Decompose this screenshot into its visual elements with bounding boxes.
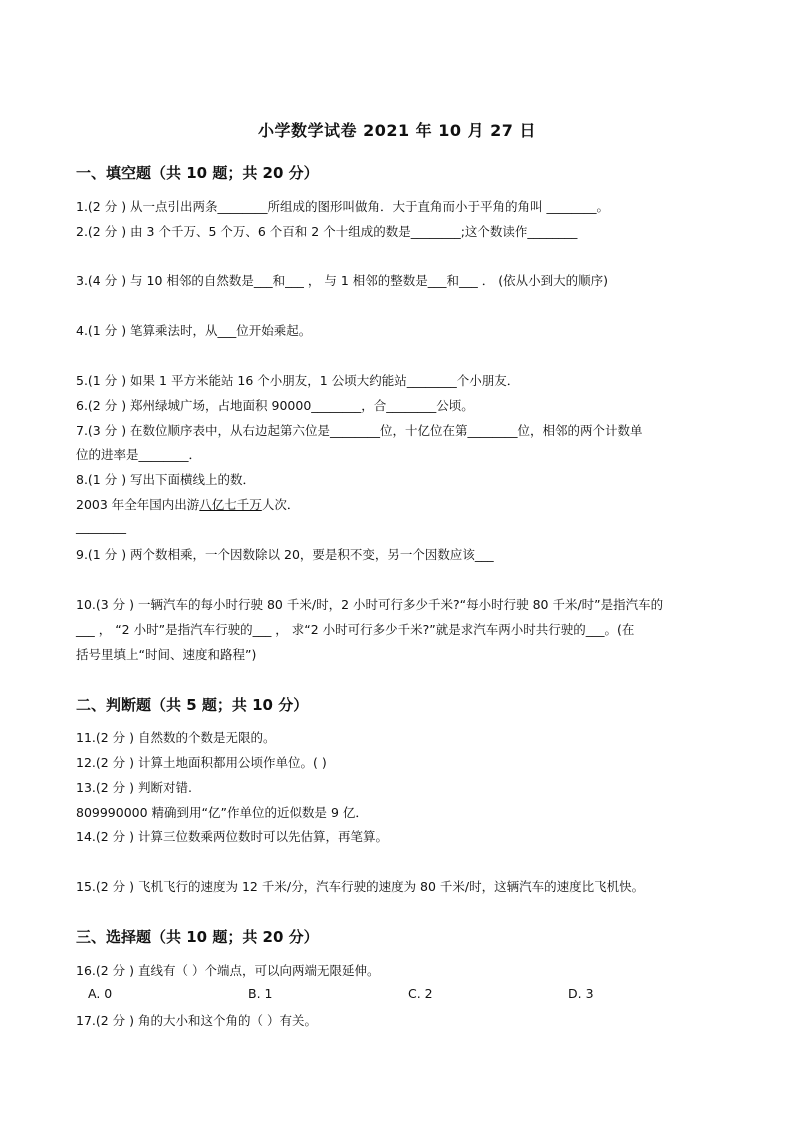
question-15: 15.(2 分 ) 飞机飞行的速度为 12 千米/分，汽车行驶的速度为 80 千米/时，这辆汽车的速度比飞机快。 [76,879,645,894]
question-4: 4.(1 分 ) 笔算乘法时，从___位开始乘起。 [76,323,312,338]
question-16: 16.(2 分 ) 直线有（ ）个端点，可以向两端无限延伸。 [76,963,380,978]
question-2: 2.(2 分 ) 由 3 个千万、5 个万、6 个百和 2 个十组成的数是________;这个数读作________ [76,224,578,239]
question-8-text-before: 2003 年全年国内出游 [76,497,200,512]
question-14: 14.(2 分 ) 计算三位数乘两位数时可以先估算，再笔算。 [76,829,389,844]
question-1: 1.(2 分 ) 从一点引出两条________所组成的图形叫做角．大于直角而小于平角的角叫 ________。 [76,199,610,214]
option-b: B. 1 [248,986,273,1001]
question-11: 11.(2 分 ) 自然数的个数是无限的。 [76,730,276,745]
section-heading-multiple-choice: 三、选择题（共 10 题；共 20 分） [76,928,319,946]
question-17: 17.(2 分 ) 角的大小和这个角的（ ）有关。 [76,1013,317,1028]
question-8-line-2 [76,495,299,513]
question-13-line-1: 13.(2 分 ) 判断对错. [76,780,192,795]
question-6: 6.(2 分 ) 郑州绿城广场，占地面积 90000________，合________公顷。 [76,398,474,413]
page-title: 小学数学试卷 2021 年 10 月 27 日 [258,121,536,140]
question-7-line-1: 7.(3 分 ) 在数位顺序表中，从右边起第六位是________位，十亿位在第________位，相邻的两个计数单 [76,423,643,438]
question-8-answer-blank: ________ [76,519,126,534]
question-5: 5.(1 分 ) 如果 1 平方米能站 16 个小朋友，1 公顷大约能站________个小朋友． [76,373,520,388]
question-13-line-2: 809990000 精确到用“亿”作单位的近似数是 9 亿． [76,805,368,820]
option-a: A. 0 [88,986,113,1001]
option-d: D. 3 [568,986,594,1001]
question-10-line-1: 10.(3 分 ) 一辆汽车的每小时行驶 80 千米/时，2 小时可行多少千米?“每小时行驶 80 千米/时”是指汽车的 [76,597,664,612]
question-3: 3.(4 分 ) 与 10 相邻的自然数是___和___ ， 与 1 相邻的整数是___和___ ． (依从小到大的顺序) [76,273,608,288]
section-heading-fill-in: 一、填空题（共 10 题；共 20 分） [76,164,319,182]
option-c: C. 2 [408,986,433,1001]
question-8-line-1: 8.(1 分 ) 写出下面横线上的数． [76,472,256,487]
question-10-line-2: ___ ， “2 小时”是指汽车行驶的___ ， 求“2 小时可行多少千米?”就是求汽车两小时共行驶的___。(在 [76,622,635,637]
question-10-line-3: 括号里填上“时间、速度和路程”) [76,647,257,662]
question-9: 9.(1 分 ) 两个数相乘，一个因数除以 20，要是积不变，另一个因数应该___ [76,547,494,562]
question-7-line-2: 位的进率是________． [76,447,202,462]
question-8-text-after: 人次． [261,497,300,512]
section-heading-true-false: 二、判断题（共 5 题；共 10 分） [76,696,309,714]
question-8-underlined-number: 八亿七千万 [199,497,262,512]
question-12: 12.(2 分 ) 计算土地面积都用公顷作单位。( ) [76,755,327,770]
